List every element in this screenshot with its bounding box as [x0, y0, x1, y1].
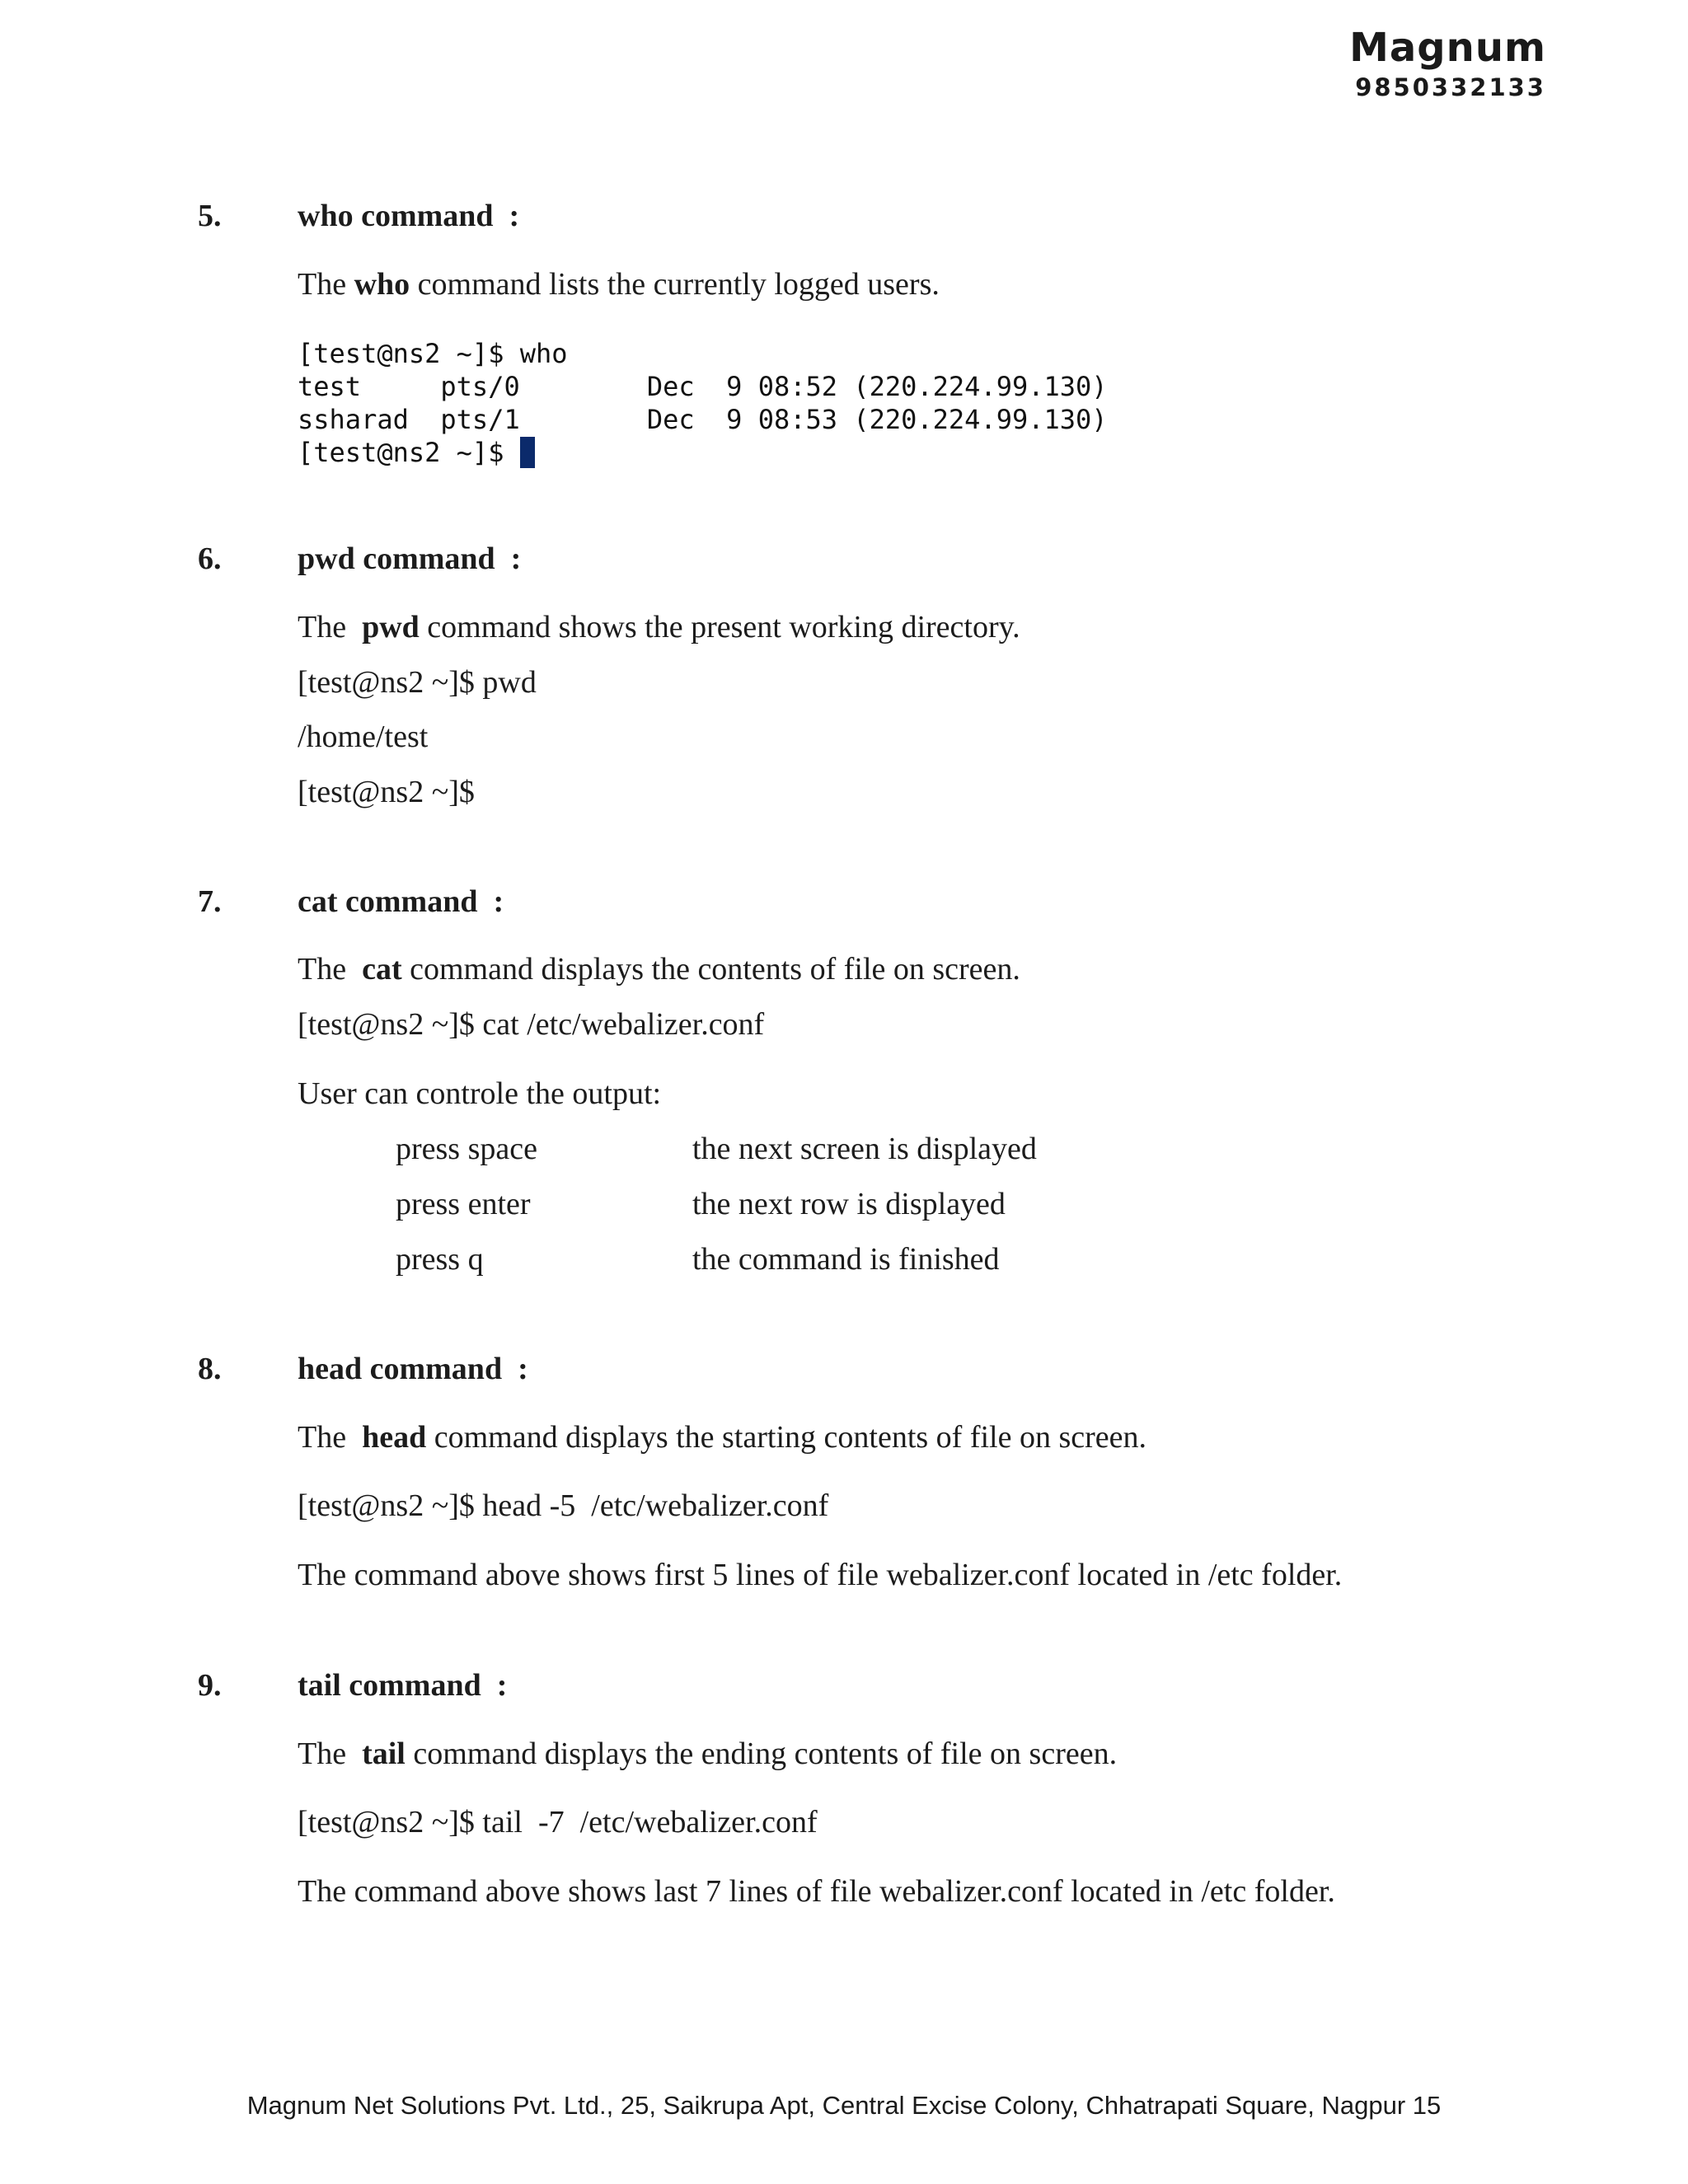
control-key: press space [396, 1132, 537, 1166]
footer-address: Magnum Net Solutions Pvt. Ltd., 25, Saikrupa Apt, Central Excise Colony, Chhatrapati Square, Nagpur 15 [246, 2091, 1442, 2120]
controls-intro: User can controle the output: [298, 1076, 662, 1111]
brand-name: Magnum [1349, 25, 1546, 71]
terminal-cursor [520, 437, 535, 468]
command-keyword: who [354, 267, 410, 302]
control-effect: the next row is displayed [692, 1187, 1006, 1221]
command-line: [test@ns2 ~]$ [298, 775, 475, 809]
terminal-line: ssharad pts/1 Dec 9 08:53 (220.224.99.130) [298, 404, 1108, 435]
command-keyword: head [362, 1420, 427, 1455]
section-title: tail command : [298, 1668, 508, 1703]
command-line: [test@ns2 ~]$ pwd [298, 665, 537, 700]
section-description: The pwd command shows the present working directory. [298, 610, 1020, 644]
section-number: 9. [198, 1668, 222, 1703]
brand-header [1349, 23, 1546, 102]
terminal-prompt-line [298, 436, 535, 469]
control-effect: the command is finished [692, 1242, 1000, 1277]
command-output: /home/test [298, 719, 429, 754]
section-description: The who command lists the currently logged users. [298, 267, 940, 302]
section-number: 7. [198, 884, 222, 919]
command-line: [test@ns2 ~]$ cat /etc/webalizer.conf [298, 1007, 765, 1042]
section-description: The tail command displays the ending contents of file on screen. [298, 1736, 1118, 1771]
section-number: 8. [198, 1352, 222, 1386]
control-key: press q [396, 1242, 484, 1277]
command-line: [test@ns2 ~]$ tail -7 /etc/webalizer.conf [298, 1805, 818, 1840]
terminal-line: [test@ns2 ~]$ who [298, 338, 568, 369]
section-title: head command : [298, 1352, 528, 1386]
section-number: 6. [198, 541, 222, 576]
section-title: cat command : [298, 884, 504, 919]
control-key: press enter [396, 1187, 531, 1221]
section-description: The head command displays the starting contents of file on screen. [298, 1420, 1146, 1455]
terminal-prompt: [test@ns2 ~]$ [298, 437, 520, 468]
control-effect: the next screen is displayed [692, 1132, 1037, 1166]
command-keyword: tail [362, 1736, 406, 1771]
section-number: 5. [198, 199, 222, 233]
terminal-line: test pts/0 Dec 9 08:52 (220.224.99.130) [298, 371, 1108, 402]
command-keyword: pwd [362, 610, 420, 644]
section-description: The cat command displays the contents of file on screen. [298, 952, 1020, 987]
command-note: The command above shows first 5 lines of file webalizer.conf located in /etc folder. [298, 1558, 1343, 1592]
command-line: [test@ns2 ~]$ head -5 /etc/webalizer.conf [298, 1488, 829, 1523]
section-title: who command : [298, 199, 520, 233]
brand-phone: 9850332133 [1355, 73, 1546, 101]
command-keyword: cat [362, 952, 402, 987]
section-title: pwd command : [298, 541, 522, 576]
command-note: The command above shows last 7 lines of file webalizer.conf located in /etc folder. [298, 1874, 1335, 1909]
